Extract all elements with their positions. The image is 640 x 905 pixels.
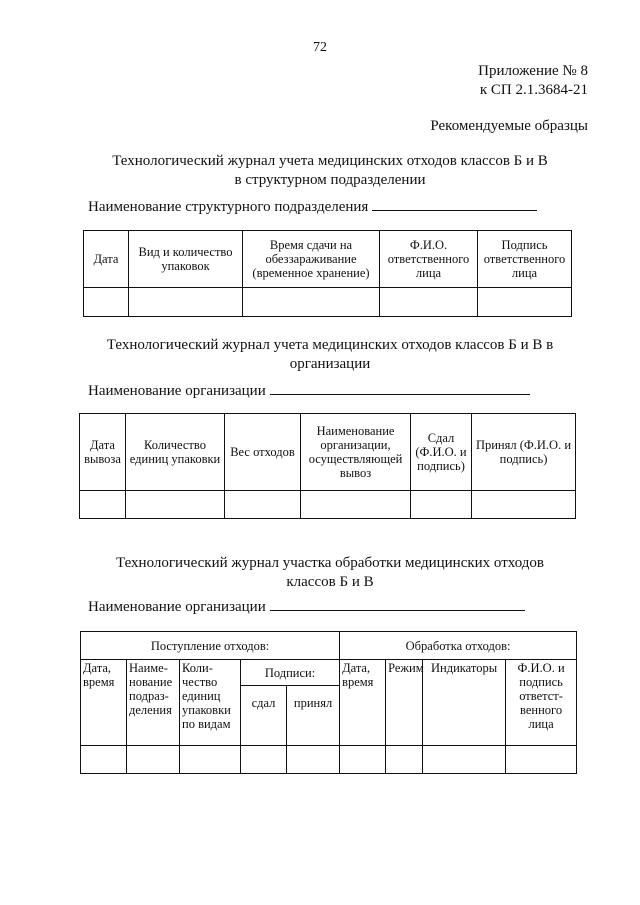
table-cell bbox=[241, 746, 287, 774]
table-cell bbox=[81, 746, 127, 774]
journal1-title-line1: Технологический журнал учета медицинских отходов классов Б и В bbox=[112, 153, 548, 169]
journal3-group-row bbox=[81, 632, 577, 660]
journal3-header-signatures: Подписи: bbox=[241, 660, 340, 686]
journal3-header-mode: Режим bbox=[386, 660, 423, 746]
journal2-field bbox=[88, 382, 530, 400]
table-cell bbox=[225, 491, 301, 519]
table-cell bbox=[478, 288, 572, 317]
table-cell bbox=[380, 288, 478, 317]
table-row bbox=[80, 491, 576, 519]
journal2-header-weight: Вес отходов bbox=[225, 414, 301, 491]
journal1-field-line bbox=[372, 198, 537, 211]
journal1-header-responsible: Ф.И.О. ответственного лица bbox=[380, 231, 478, 288]
annex-reference: к СП 2.1.3684-21 bbox=[479, 82, 588, 98]
journal2-header-handed: Сдал (Ф.И.О. и подпись) bbox=[411, 414, 472, 491]
journal3-field-line bbox=[270, 598, 525, 611]
table-cell bbox=[126, 491, 225, 519]
table-row bbox=[81, 746, 577, 774]
journal3-header-responsible: Ф.И.О. и подпись ответст- венного лица bbox=[506, 660, 577, 746]
table-cell bbox=[340, 746, 386, 774]
journal2-table bbox=[79, 413, 576, 519]
journal1-header-date: Дата bbox=[84, 231, 129, 288]
journal1-header-packages: Вид и количество упаковок bbox=[129, 231, 243, 288]
journal2-header-received: Принял (Ф.И.О. и подпись) bbox=[472, 414, 576, 491]
journal3-header-handed: сдал bbox=[241, 686, 287, 746]
journal3-title-line1: Технологический журнал участка обработки медицинских отходов bbox=[116, 555, 544, 571]
table-cell bbox=[506, 746, 577, 774]
journal2-field-line bbox=[270, 382, 530, 395]
table-cell bbox=[127, 746, 180, 774]
journal1-header-row bbox=[84, 231, 572, 288]
journal3-title-line2: классов Б и В bbox=[286, 574, 374, 590]
journal3-header-row bbox=[81, 660, 577, 686]
journal3-header-indicators: Индикаторы bbox=[423, 660, 506, 746]
journal3-field bbox=[88, 598, 525, 616]
journal1-title-line2: в структурном подразделении bbox=[234, 172, 426, 188]
journal3-header-unit: Наиме- нование подраз- деления bbox=[127, 660, 180, 746]
table-cell bbox=[287, 746, 340, 774]
journal1-header-signature: Подпись ответственного лица bbox=[478, 231, 572, 288]
page-number: 72 bbox=[313, 40, 327, 55]
table-cell bbox=[472, 491, 576, 519]
journal2-title-line2: организации bbox=[289, 356, 371, 372]
journal3-header-qty: Коли- чество единиц упаковки по видам bbox=[180, 660, 241, 746]
table-cell bbox=[84, 288, 129, 317]
journal3-group-intake: Поступление отходов: bbox=[81, 632, 340, 660]
journal1-field-label: Наименование структурного подразделения bbox=[88, 199, 369, 215]
journal1-table bbox=[83, 230, 572, 317]
journal3-group-processing: Обработка отходов: bbox=[340, 632, 577, 660]
journal2-header-date: Дата вывоза bbox=[80, 414, 126, 491]
table-cell bbox=[411, 491, 472, 519]
journal2-header-row bbox=[80, 414, 576, 491]
journal2-title-line1: Технологический журнал учета медицинских отходов классов Б и В в bbox=[106, 337, 554, 353]
table-cell bbox=[180, 746, 241, 774]
table-cell bbox=[80, 491, 126, 519]
table-cell bbox=[243, 288, 380, 317]
table-cell bbox=[386, 746, 423, 774]
annex-number: Приложение № 8 bbox=[478, 63, 588, 79]
journal3-table bbox=[80, 631, 577, 774]
journal2-header-carrier: Наименование организации, осуществляющей вывоз bbox=[301, 414, 411, 491]
journal3-header-received: принял bbox=[287, 686, 340, 746]
table-cell bbox=[423, 746, 506, 774]
table-row bbox=[84, 288, 572, 317]
journal3-field-label: Наименование организации bbox=[88, 599, 266, 615]
annex-recommended: Рекомендуемые образцы bbox=[430, 118, 588, 134]
journal2-header-units: Количество единиц упаковки bbox=[126, 414, 225, 491]
journal3-header-date: Дата, время bbox=[81, 660, 127, 746]
table-cell bbox=[129, 288, 243, 317]
journal1-field bbox=[88, 198, 537, 216]
table-cell bbox=[301, 491, 411, 519]
journal3-header-date2: Дата, время bbox=[340, 660, 386, 746]
journal2-field-label: Наименование организации bbox=[88, 383, 266, 399]
journal1-header-time: Время сдачи на обеззараживание (временное хранение) bbox=[243, 231, 380, 288]
